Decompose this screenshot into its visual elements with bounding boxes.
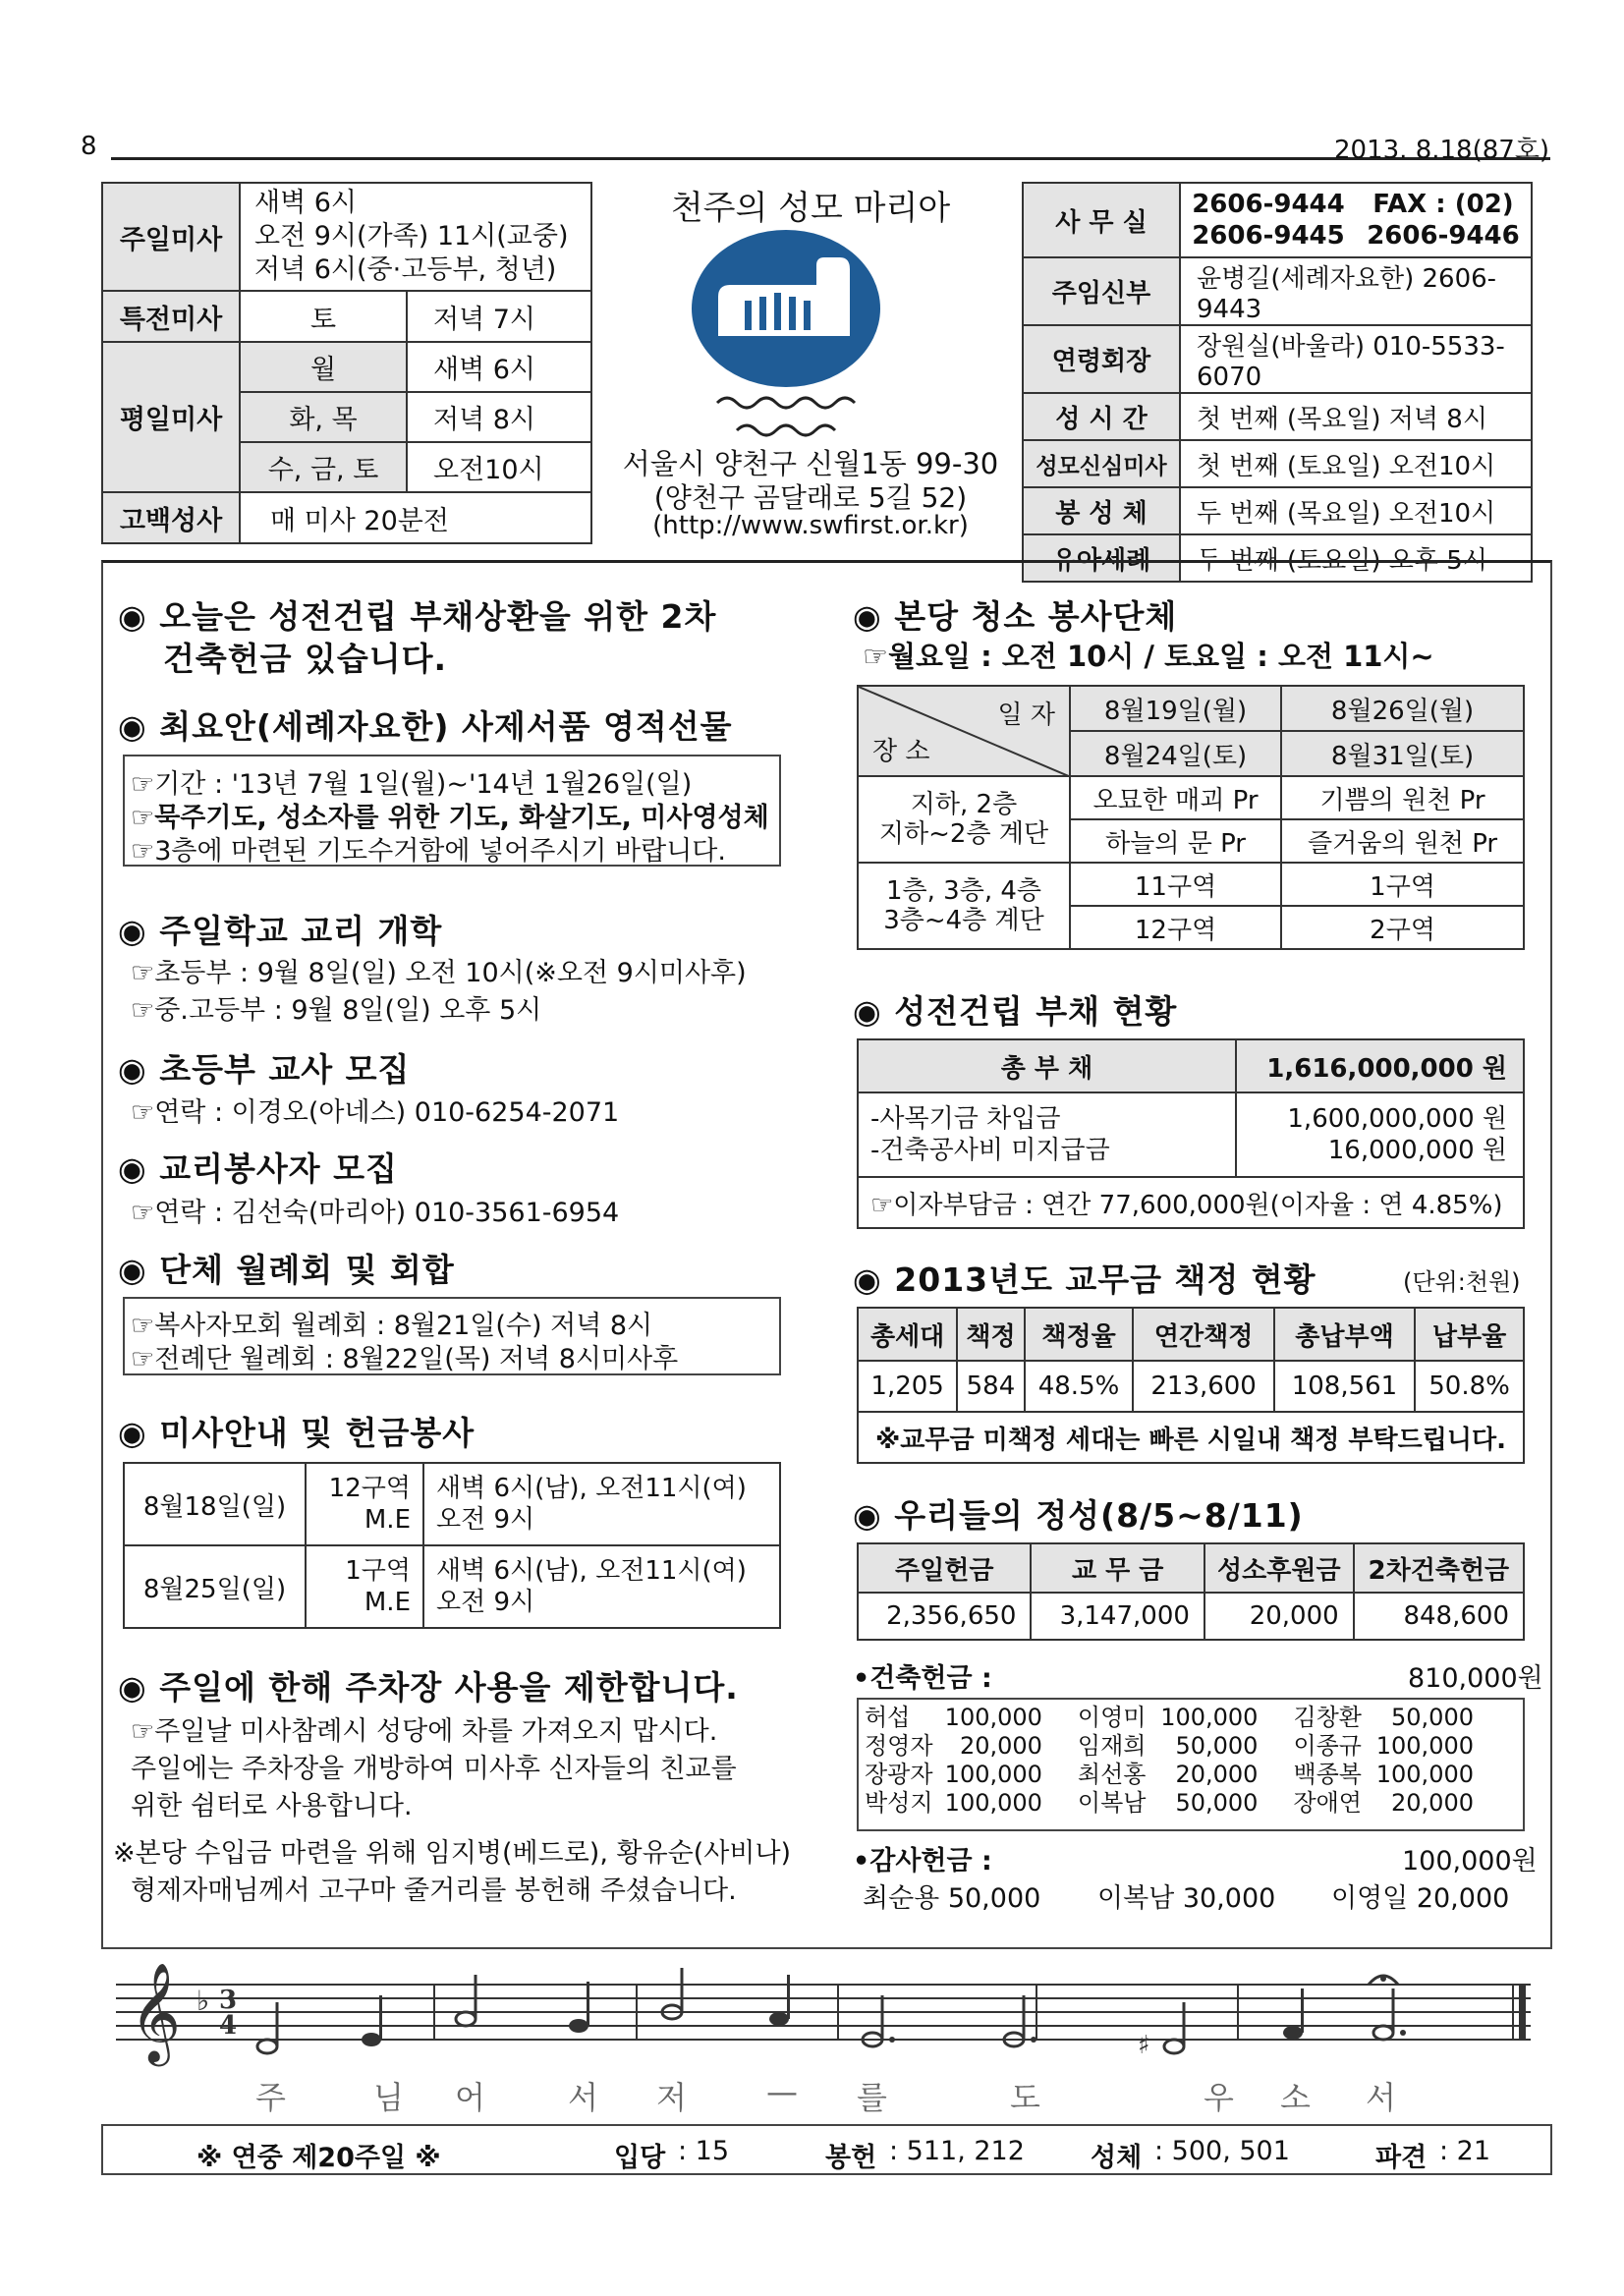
dues-note: ※교무금 미책정 세대는 빠른 시일내 책정 부탁드립니다. [858,1412,1524,1463]
liturgical-week: ※ 연중 제20주일 ※ [196,2143,441,2173]
building-donors-table [865,1704,1474,1818]
mass-guide-time: 오전 9시 [436,1505,535,1535]
dues-value: 48.5% [1025,1361,1134,1412]
section-title-building-fund: ◉ 오늘은 성전건립 부채상환을 위한 2차 [118,597,717,636]
section-title-offerings: ◉ 우리들의 정성(8/5~8/11) [853,1496,1304,1535]
mass-guide-group: M.E [364,1588,411,1617]
donor-name: 백종복 [1293,1761,1362,1788]
cleaning-assignee: 오묘한 매괴 Pr [1070,776,1281,819]
svg-text:𝄞: 𝄞 [130,1961,182,2062]
building-offering-label: •건축헌금 : [853,1663,992,1694]
donor-name: 장애연 [1293,1789,1362,1817]
cleaning-assignee: 2구역 [1281,906,1524,949]
donor-name: 장광자 [865,1761,933,1788]
music-staff [116,1955,1531,2073]
confession-label: 고백성사 [102,492,240,543]
church-logo [691,228,881,389]
debt-item-value: 1,600,000,000 원 [1287,1104,1507,1134]
offertory-hymn: : 511, 212 [889,2136,1025,2166]
lyric-syllable: 어 [455,2079,485,2116]
office-phone: 2606-9444 [1192,190,1345,219]
debt-total-label: 총 부 채 [858,1039,1236,1092]
mass-guide-group: 1구역 [345,1556,411,1586]
cleaning-assignee: 11구역 [1070,863,1281,906]
office-row-label: 성 시 간 [1023,393,1180,440]
office-row-value: 두 번째 (토요일) 오후 5시 [1180,534,1532,582]
sunday-time-2: 오전 9시(가족) 11시(교중) [254,221,569,252]
church-website[interactable]: (http://www.swfirst.or.kr) [652,511,969,540]
church-title: 천주의 성모 마리아 [670,189,951,228]
church-address-road: (양천구 곰달래로 5길 52) [653,481,968,514]
cleaning-table [857,685,1525,950]
cleaning-assignee: 기쁨의 원천 Pr [1281,776,1524,819]
thanks-donor: 이영일 20,000 [1331,1883,1510,1914]
lyric-syllable: 우 [1204,2079,1234,2116]
donor-name: 박성지 [865,1789,933,1817]
parking-line: 주일에는 주차장을 개방하여 미사후 신자들의 친교를 [131,1754,737,1784]
donor-amount: 100,000 [1375,1732,1474,1760]
donor-name: 김창환 [1293,1704,1362,1731]
special-mass-label: 특전미사 [102,291,240,342]
offering-header: 성소후원금 [1204,1543,1354,1593]
office-row-label: 성모신심미사 [1023,440,1180,487]
office-row-label: 유아세례 [1023,534,1180,582]
dues-value: 584 [957,1361,1024,1412]
donor-amount: 100,000 [944,1789,1042,1817]
debt-item-value: 16,000,000 원 [1327,1136,1507,1165]
page-number: 8 [81,132,97,161]
offering-header: 2차건축헌금 [1354,1543,1524,1593]
offering-header: 교 무 금 [1031,1543,1204,1593]
catechism-middle-high: ☞중.고등부 : 9월 8일(일) 오후 5시 [131,995,542,1026]
parking-line: 위한 쉼터로 사용합니다. [131,1791,413,1821]
office-contacts-table [1022,182,1533,583]
dues-value: 50.8% [1415,1361,1524,1412]
cleaning-assignee: 12구역 [1070,906,1281,949]
office-row-value: 첫 번째 (목요일) 저녁 8시 [1180,393,1532,440]
weekday-day: 화, 목 [240,392,407,442]
offering-header: 주일헌금 [858,1543,1031,1593]
donor-amount: 50,000 [1391,1704,1474,1731]
cleaning-place: 1층, 3층, 4층 3층~4층 계단 [858,863,1070,949]
svg-text:♯: ♯ [1138,2031,1150,2060]
mass-guide-date: 8월18일(일) [124,1463,306,1545]
debt-total-value: 1,616,000,000 원 [1236,1039,1524,1092]
communion-hymn: : 500, 501 [1154,2136,1290,2166]
offertory-label: 봉헌 [825,2143,877,2173]
cleaning-place: 지하, 2층 지하~2층 계단 [858,776,1070,863]
entrance-label: 입당 [614,2143,666,2173]
office-row-label: 연령회장 [1023,325,1180,393]
donor-amount: 20,000 [1175,1761,1259,1788]
section-title-cleaning: ◉ 본당 청소 봉사단체 [853,597,1178,636]
special-time: 저녁 7시 [407,291,591,342]
meeting-line: ☞복사자모회 월례회 : 8월21일(수) 저녁 8시 [131,1311,653,1341]
dues-unit: (단위:천원) [1403,1268,1521,1296]
dues-header: 총세대 [858,1308,957,1361]
volunteer-contact: ☞연락 : 김선숙(마리아) 010-3561-6954 [131,1198,620,1228]
cleaning-date: 8월19일(월) [1070,686,1281,731]
office-row-value: 첫 번째 (토요일) 오전10시 [1180,440,1532,487]
dues-value: 1,205 [858,1361,957,1412]
issue-date: 2013. 8.18(87호) [1334,136,1550,165]
mass-guide-table [123,1462,781,1629]
dues-value: 108,561 [1274,1361,1415,1412]
dues-value: 213,600 [1133,1361,1273,1412]
office-row-value: 윤병길(세례자요한) 2606-9443 [1180,257,1532,325]
donor-name: 임재희 [1077,1732,1147,1760]
weekday-time: 새벽 6시 [407,342,591,392]
offering-value: 20,000 [1204,1593,1354,1640]
thanks-donor: 최순용 50,000 [863,1883,1041,1914]
lyric-syllable: 저 [656,2079,687,2116]
recessional-label: 파견 [1375,2143,1428,2173]
donor-amount: 50,000 [1175,1789,1259,1817]
ordination-prayers: ☞묵주기도, 성소자를 위한 기도, 화살기도, 미사영성체 [131,803,769,833]
donor-name: 이종규 [1293,1732,1362,1760]
debt-interest: ☞이자부담금 : 연간 77,600,000원(이자율 : 연 4.85%) [858,1177,1524,1228]
mass-guide-group: M.E [364,1505,411,1535]
svg-text:3: 3 [219,1986,238,2015]
mass-guide-time: 오전 9시 [436,1588,535,1617]
donor-amount: 50,000 [1175,1732,1259,1760]
weekday-day: 수, 금, 토 [240,442,407,492]
office-row-label: 주임신부 [1023,257,1180,325]
weekday-time: 저녁 8시 [407,392,591,442]
debt-table [857,1038,1525,1229]
section-title-building-fund-2: 건축헌금 있습니다. [163,640,448,678]
dues-table [857,1307,1525,1464]
debt-item-label: -건축공사비 미지급금 [870,1136,1110,1165]
dues-header: 총납부액 [1274,1308,1415,1361]
mass-guide-group: 12구역 [328,1474,411,1503]
cleaning-assignee: 하늘의 문 Pr [1070,819,1281,863]
donation-note: 형제자매님께서 고구마 줄거리를 봉헌해 주셨습니다. [131,1876,737,1906]
sunday-time-1: 새벽 6시 [254,188,358,218]
section-title-parking: ◉ 주일에 한해 주차장 사용을 제한합니다. [118,1668,739,1707]
donor-name: 정영자 [865,1732,933,1760]
thanks-donor: 이복남 30,000 [1097,1883,1276,1914]
cleaning-head-place: 장 소 [872,737,930,766]
donor-amount: 100,000 [1160,1704,1259,1731]
confession-text: 매 미사 20분전 [240,492,591,543]
office-row-value: 두 번째 (목요일) 오전10시 [1180,487,1532,534]
donor-amount: 20,000 [959,1732,1042,1760]
dues-header: 연간책정 [1133,1308,1273,1361]
entrance-hymn: : 15 [678,2136,730,2166]
weekday-day: 월 [240,342,407,392]
mass-guide-date: 8월25일(일) [124,1545,306,1628]
lyric-syllable: 를 [857,2079,887,2116]
hymn-footer [101,2124,1552,2175]
fax-number: 2606-9446 [1367,221,1520,251]
office-row-value: 장원실(바울라) 010-5533-6070 [1180,325,1532,393]
weekday-mass-label: 평일미사 [102,342,240,492]
parking-line: ☞주일날 미사참례시 성당에 차를 가져오지 맙시다. [131,1716,718,1747]
special-day: 토 [240,291,407,342]
donor-amount: 100,000 [944,1761,1042,1788]
svg-text:4: 4 [219,2011,238,2041]
donor-amount: 100,000 [944,1704,1042,1731]
cleaning-date: 8월31일(토) [1281,731,1524,776]
meeting-line: ☞전례단 월례회 : 8월22일(목) 저녁 8시미사후 [131,1344,679,1374]
sunday-time-3: 저녁 6시(중·고등부, 청년) [254,254,557,285]
mass-guide-time: 새벽 6시(남), 오전11시(여) [436,1474,747,1503]
dues-header: 납부율 [1415,1308,1524,1361]
lyric-syllable: 소 [1280,2079,1311,2116]
cleaning-table-corner [858,686,1070,776]
dues-header: 책정 [957,1308,1024,1361]
lyric-syllable: 주 [255,2079,286,2116]
section-title-volunteer-recruit: ◉ 교리봉사자 모집 [118,1149,398,1188]
cleaning-assignee: 즐거움의 원천 Pr [1281,819,1524,863]
donor-name: 이복남 [1077,1789,1147,1817]
offerings-table [857,1542,1525,1641]
dues-header: 책정율 [1025,1308,1134,1361]
church-seal-script [707,385,874,444]
donor-amount: 100,000 [1375,1761,1474,1788]
office-label: 사 무 실 [1023,183,1180,257]
donation-note: ※본당 수입금 마련을 위해 임지병(베드로), 황유순(사비나) [113,1838,792,1869]
office-phone: 2606-9445 [1192,221,1345,251]
section-title-teacher-recruit: ◉ 초등부 교사 모집 [118,1050,411,1089]
lyric-syllable: — [766,2073,798,2110]
cleaning-assignee: 1구역 [1281,863,1524,906]
lyric-syllable: 님 [373,2079,404,2116]
mass-times-table [101,182,592,544]
cleaning-schedule: ☞월요일 : 오전 10시 / 토요일 : 오전 11시~ [863,640,1434,673]
lyrics-row [255,2073,1434,2116]
cleaning-date: 8월24일(토) [1070,731,1281,776]
section-title-catechism: ◉ 주일학교 교리 개학 [118,912,443,950]
recessional-hymn: : 21 [1439,2136,1491,2166]
lyric-syllable: 서 [1366,2079,1396,2116]
lyric-syllable: 서 [568,2079,598,2116]
thanks-offering-total: 100,000원 [1402,1846,1538,1876]
offering-value: 2,356,650 [858,1593,1031,1640]
debt-item-label: -사목기금 차입금 [870,1104,1061,1134]
weekday-time: 오전10시 [407,442,591,492]
thanks-offering-label: •감사헌금 : [853,1846,992,1876]
donor-name: 허섭 [865,1704,911,1731]
church-address: 서울시 양천구 신월1동 99-30 [622,447,999,480]
mass-guide-time: 새벽 6시(남), 오전11시(여) [436,1556,747,1586]
cleaning-date: 8월26일(월) [1281,686,1524,731]
lyric-syllable: 도 [1010,2079,1040,2116]
section-title-meetings: ◉ 단체 월례회 및 회합 [118,1251,455,1289]
donor-name: 최선홍 [1077,1761,1147,1788]
catechism-elementary: ☞초등부 : 9월 8일(일) 오전 10시(※오전 9시미사후) [131,958,747,988]
building-offering-total: 810,000원 [1408,1663,1543,1694]
fax-label: FAX : (02) [1372,190,1514,219]
donor-name: 이영미 [1077,1704,1147,1731]
teacher-contact: ☞연락 : 이경오(아네스) 010-6254-2071 [131,1097,620,1128]
section-title-mass-guide: ◉ 미사안내 및 헌금봉사 [118,1414,476,1452]
offering-value: 848,600 [1354,1593,1524,1640]
ordination-box-note: ☞3층에 마련된 기도수거함에 넣어주시기 바랍니다. [131,836,726,867]
communion-label: 성체 [1091,2143,1143,2173]
section-title-dues: ◉ 2013년도 교무금 책정 현황 [853,1260,1316,1299]
office-row-label: 봉 성 체 [1023,487,1180,534]
svg-text:♭: ♭ [196,1985,210,2017]
sunday-mass-label: 주일미사 [102,183,240,291]
section-title-debt: ◉ 성전건립 부채 현황 [853,992,1178,1031]
ordination-period: ☞기간 : '13년 7월 1일(월)~'14년 1월26일(일) [131,769,693,800]
offering-value: 3,147,000 [1031,1593,1204,1640]
cleaning-head-date: 일 자 [997,700,1055,730]
donor-amount: 20,000 [1391,1789,1474,1817]
section-title-ordination-gift: ◉ 최요안(세례자요한) 사제서품 영적선물 [118,707,733,746]
